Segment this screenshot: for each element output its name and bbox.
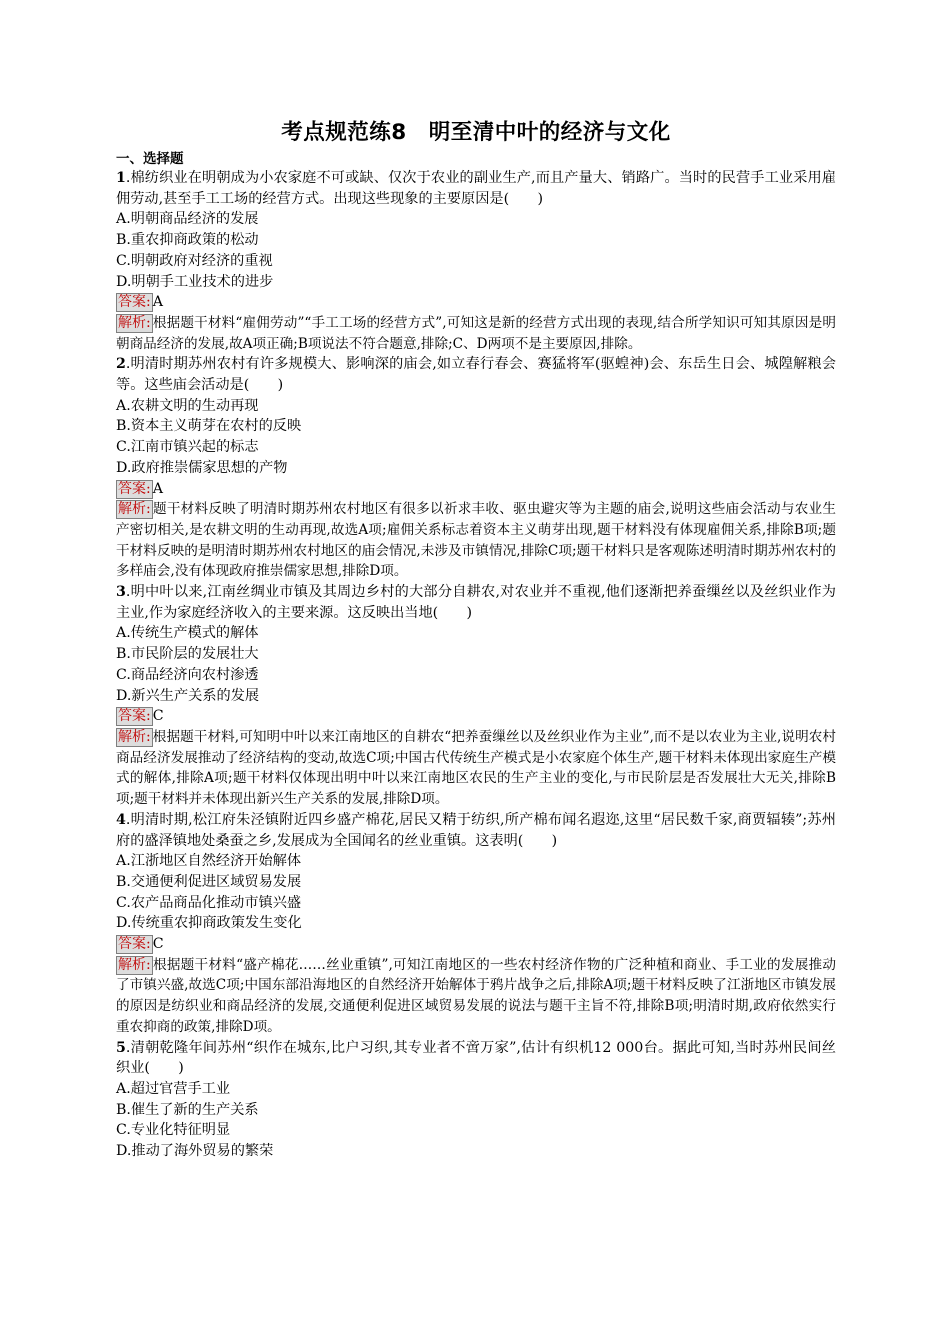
explanation-tag: 解析: [118, 728, 151, 745]
explanation [116, 955, 836, 1038]
question-number: 5 [116, 1039, 126, 1056]
question-text: .明清时期,松江府朱泾镇附近四乡盛产棉花,居民又精于纺织,所产棉布闻名遐迩,这里“居民数千家,商贾辐辏”;苏州府的盛泽镇地处桑蚕之乡,发展成为全国闻名的丝业重镇。这表明( ) [116, 811, 836, 849]
section-heading: 一、选择题 [116, 151, 184, 167]
answer-value: C [152, 936, 164, 953]
explanation-tag: 解析: [118, 314, 151, 331]
option-d: D.政府推崇儒家思想的产物 [116, 459, 288, 476]
explanation-tag: 解析: [118, 956, 151, 973]
answer-tag: 答案: [118, 936, 151, 953]
option-a: A.江浙地区自然经济开始解体 [116, 853, 302, 870]
question-3 [116, 582, 836, 810]
answer-tag: 答案: [118, 294, 151, 311]
option-b: B.催生了新的生产关系 [116, 1101, 259, 1118]
answer-tag: 答案: [118, 480, 151, 497]
option-a: A.传统生产模式的解体 [116, 625, 259, 642]
question-stem [116, 354, 836, 395]
option-b: B.市民阶层的发展壮大 [116, 646, 259, 663]
page-title: 考点规范练8 明至清中叶的经济与文化 [281, 120, 671, 145]
question-stem [116, 1038, 836, 1079]
option-c: C.明朝政府对经济的重视 [116, 252, 273, 269]
question-4 [116, 810, 836, 1038]
option-c: C.农产品商品化推动市镇兴盛 [116, 894, 302, 911]
option-d: D.传统重农抑商政策发生变化 [116, 915, 302, 932]
option-c: C.商品经济向农村渗透 [116, 666, 259, 683]
option-b: B.重农抑商政策的松动 [116, 232, 259, 249]
explanation-tag: 解析: [118, 501, 151, 518]
answer-line [116, 479, 836, 500]
answer-line [116, 934, 836, 955]
answer-line [116, 706, 836, 727]
question-stem [116, 168, 836, 209]
document-page [116, 118, 836, 1162]
option-a: A.农耕文明的生动再现 [116, 397, 259, 414]
option-c: C.专业化特征明显 [116, 1122, 231, 1139]
option-b: B.交通便利促进区域贸易发展 [116, 873, 302, 890]
question-number: 2 [116, 356, 126, 373]
question-number: 4 [116, 811, 126, 828]
option-a: A.明朝商品经济的发展 [116, 211, 259, 228]
answer-value: C [152, 708, 164, 725]
question-stem [116, 582, 836, 623]
question-text: .明中叶以来,江南丝绸业市镇及其周边乡村的大部分自耕农,对农业并不重视,他们逐渐把养蚕缫丝以及丝织业作为主业,作为家庭经济收入的主要来源。这反映出当地( ) [116, 584, 836, 621]
question-stem [116, 810, 836, 851]
explanation-text: 根据题干材料“盛产棉花……丝业重镇”,可知江南地区的一些农村经济作物的广泛种植和商业、手工业的发展推动了市镇兴盛,故选C项;中国东部沿海地区的自然经济开始解体于鸦片战争之后,排除A项;题干材料反映了江浙地区市镇发展的原因是纺织业和商品经济的发展,交通便利促进区域贸易发展的说法与题干主旨不符,排除B项;明清时期,政府依然实行重农抑商的政策,排除D项。 [116, 956, 836, 1035]
question-text: .清朝乾隆年间苏州“织作在城东,比户习织,其专业者不啻万家”,估计有织机12 000台。据此可知,当时苏州民间丝织业( ) [116, 1039, 836, 1077]
option-d: D.推动了海外贸易的繁荣 [116, 1143, 274, 1160]
explanation [116, 313, 836, 354]
question-number: 3 [116, 584, 126, 601]
option-d: D.新兴生产关系的发展 [116, 687, 260, 704]
answer-line [116, 292, 836, 313]
question-text: .棉纺织业在明朝成为小农家庭不可或缺、仅次于农业的副业生产,而且产量大、销路广。当时的民营手工业采用雇佣劳动,甚至手工工场的经营方式。出现这些现象的主要原因是( ) [116, 170, 836, 207]
question-2 [116, 354, 836, 582]
option-c: C.江南市镇兴起的标志 [116, 439, 259, 456]
explanation [116, 499, 836, 582]
explanation-text: 题干材料反映了明清时期苏州农村地区有很多以祈求丰收、驱虫避灾等为主题的庙会,说明这些庙会活动与农业生产密切相关,是农耕文明的生动再现,故选A项;雇佣关系标志着资本主义萌芽出现,题干材料没有体现雇佣关系,排除B项;题干材料反映的是明清时期苏州农村地区的庙会情况,未涉及市镇情况,排除C项;题干材料只是客观陈述明清时期苏州农村的多样庙会,没有体现政府推崇儒家思想,排除D项。 [116, 501, 836, 580]
explanation-text: 根据题干材料“雇佣劳动”“手工工场的经营方式”,可知这是新的经营方式出现的表现,结合所学知识可知其原因是明朝商品经济的发展,故A项正确;B项说法不符合题意,排除;C、D两项不是主要原因,排除。 [116, 314, 836, 352]
answer-tag: 答案: [118, 708, 151, 725]
question-1 [116, 168, 836, 354]
answer-value: A [152, 294, 163, 311]
option-d: D.明朝手工业技术的进步 [116, 273, 274, 290]
explanation-text: 根据题干材料,可知明中叶以来江南地区的自耕农“把养蚕缫丝以及丝织业作为主业”,而不是以农业为主业,说明农村商品经济发展推动了经济结构的变动,故选C项;中国古代传统生产模式是小农家庭个体生产,题干材料未体现出家庭生产模式的解体,排除A项;题干材料仅体现出明中叶以来江南地区农民的生产主业的变化,与市民阶层是否发展壮大无关,排除B项;题干材料并未体现出新兴生产关系的发展,排除D项。 [116, 728, 836, 808]
option-a: A.超过官营手工业 [116, 1080, 231, 1097]
question-number: 1 [116, 170, 126, 186]
question-text: .明清时期苏州农村有许多规模大、影响深的庙会,如立春行春会、赛猛将军(驱蝗神)会、东岳生日会、城隍解粮会等。这些庙会活动是( ) [116, 356, 836, 394]
answer-value: A [152, 480, 163, 497]
question-5 [116, 1038, 836, 1162]
option-b: B.资本主义萌芽在农村的反映 [116, 418, 302, 435]
explanation [116, 727, 836, 810]
